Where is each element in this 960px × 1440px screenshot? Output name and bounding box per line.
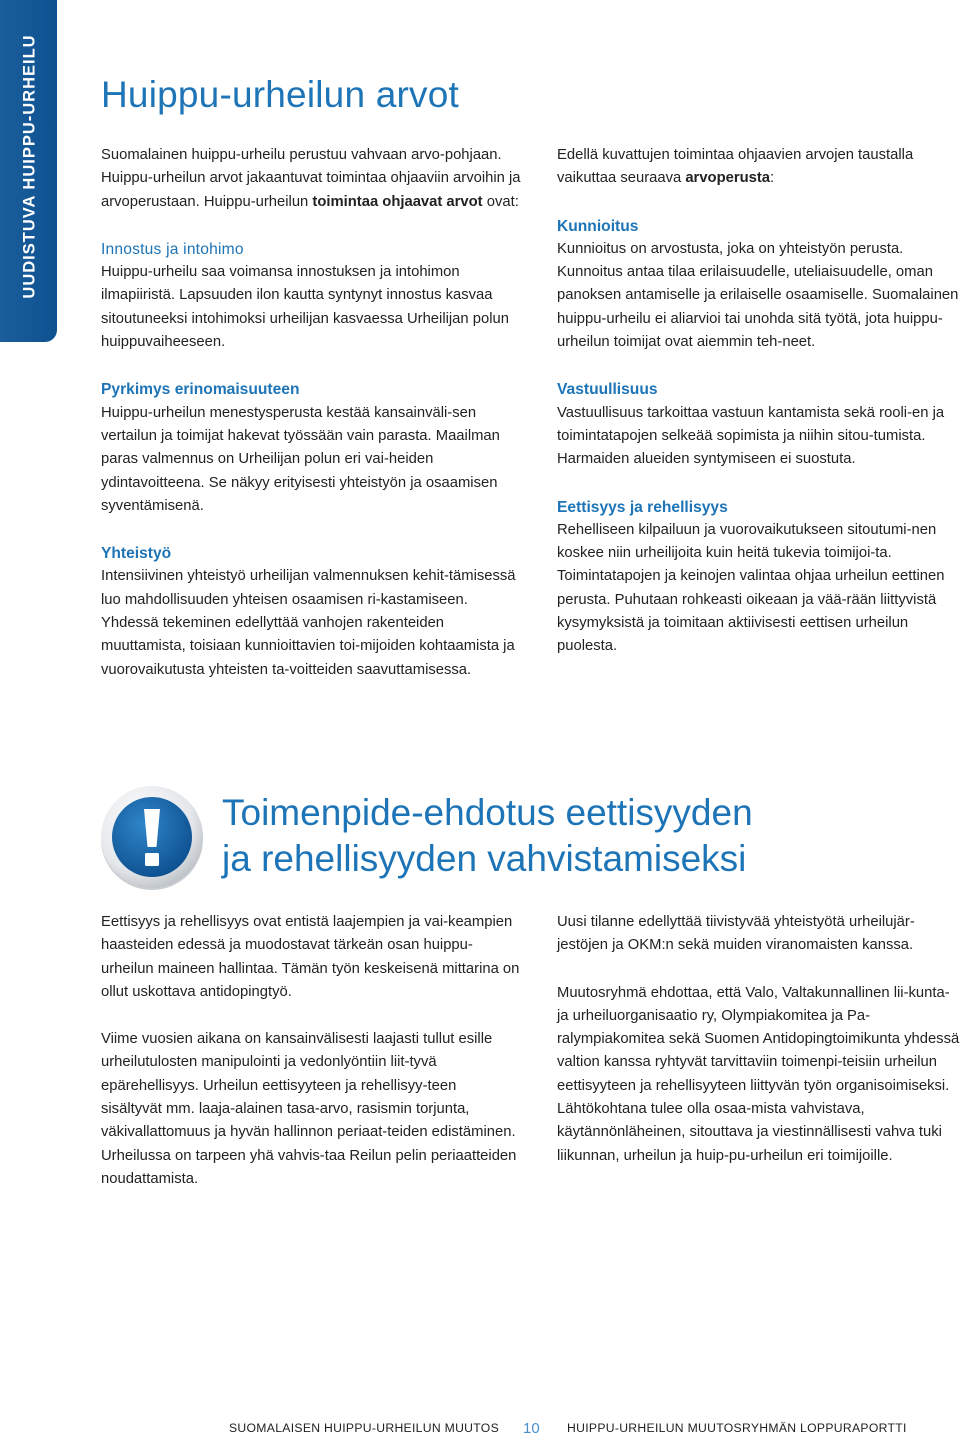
footer-left: SUOMALAISEN HUIPPU-URHEILUN MUUTOS	[229, 1421, 500, 1435]
page-title: Huippu-urheilun arvot	[101, 74, 459, 115]
footer-right: HUIPPU-URHEILUN MUUTOSRYHMÄN LOPPURAPORTTI	[567, 1421, 907, 1435]
proposal-column-right	[557, 911, 960, 1168]
section-heading: Vastuullisuus	[557, 381, 658, 399]
exclamation-icon	[98, 783, 206, 891]
section-heading: Yhteistyö	[101, 545, 172, 563]
values-intro-bold: toimintaa ohjaavat arvot	[312, 193, 483, 210]
section-text: Rehelliseen kilpailuun ja vuorovaikutukseen sitoutumi-nen koskee niin urheilijoita kuin heitä tukevia toimijoi-ta. Toimintatapojen ja keinojen valintaa ohjaa urheilun eettinen perusta. Puhutaan rohkeasti oikeaan ja vää-rään liittyvistä kysymyksistä ja toimitaan aktiivisesti eettisen urheilun puolesta.	[557, 521, 945, 655]
paragraph: Eettisyys ja rehellisyys ovat entistä laajempien ja vai-keampien haasteiden edessä ja muodostavat tärkeän osan huippu-urheilun maineen hallintaa. Tämän työn keskeisenä mittarina on ollut uskottava antidopingtyö.	[101, 914, 520, 1000]
proposal-column-left	[101, 911, 521, 1191]
paragraph: Muutosryhmä ehdottaa, että Valo, Valtakunnallinen lii-kunta- ja urheiluorganisaatio ry, Olympiakomitea ja Pa-ralympiakomitea sekä Suomen Antidopingtoimikunta yhdessä valtion kanssa ryhtyvät tarvittaviin toimenpi-teisiin urheilun eettisyyteen ja rehellisyyteen liittyvän työn organisoimiseksi. Lähtökohtana tulee olla osaa-mista vahvistava, käytännönläheinen, sitouttava ja viestinnällisesti vahva tuki liikunnan, urheilun ja huip-pu-urheilun eri toimijoille.	[557, 984, 960, 1164]
section-text: Vastuullisuus tarkoittaa vastuun kantamista sekä rooli-en ja toimintatapojen selkeää sopimista ja niihin sitou-tumista. Harmaiden alueiden syntymiseen ei suostuta.	[557, 404, 945, 468]
values-basis-intro: Edellä kuvattujen toimintaa ohjaavien arvojen taustalla vaikuttaa seuraava arvoperusta:	[557, 147, 914, 187]
section-text: Huippu-urheilun menestysperusta kestää kansainväli-sen vertailun ja toimijat hakevat työssään vain parasta. Maailman paras valmennus on Urheilijan polun eri vai-heiden ydintavoitteena. Se näkyy erityisesti yhteistyön ja osaamisen syventämisenä.	[101, 404, 500, 514]
side-tab	[0, 0, 57, 342]
values-intro: Suomalainen huippu-urheilu perustuu vahvaan arvo-pohjaan. Huippu-urheilun arvot jakaantuvat toimintaa ohjaaviin arvoihin ja arvoperustaan. Huippu-urheilun toimintaa ohjaavat arvot ovat:	[101, 147, 521, 210]
callout-title-line1: Toimenpide-ehdotus eettisyyden	[222, 792, 753, 833]
section-text: Intensiivinen yhteistyö urheilijan valmennuksen kehit-tämisessä luo mahdollisuuden yhteisen osaamisen ri-kastamiseen. Yhdessä tekeminen edellyttää vanhojen rakenteiden muuttamista, toisiaan kunnioittavien toi-mijoiden kohtaamista ja vuorovaikutusta yhteisten ta-voitteiden saavuttamisessa.	[101, 568, 516, 678]
section-heading: Innostus ja intohimo	[101, 240, 244, 258]
section-heading: Pyrkimys erinomaisuuteen	[101, 381, 300, 399]
side-tab-label: UUDISTUVA HUIPPU-URHEILU	[20, 33, 39, 299]
section-text: Huippu-urheilu saa voimansa innostuksen ja intohimon ilmapiiristä. Lapsuuden ilon kautta syntynyt innostus kasvaa sitoutuneeksi intohimoksi urheilijan kasvaessa Urheilijan polun huippuvaiheeseen.	[101, 264, 509, 351]
values-basis-bold: arvoperusta	[685, 170, 771, 187]
paragraph: Uusi tilanne edellyttää tiivistyvää yhteistyötä urheilujär-jestöjen ja OKM:n sekä muiden viranomaisten kanssa.	[557, 914, 915, 954]
paragraph: Viime vuosien aikana on kansainvälisesti laajasti tullut esille urheilutulosten manipulointi ja vedonlyöntiin liit-tyvä epärehellisyys. Urheilun eettisyyteen ja rehellisyy-teen sisältyvät mm. laaja-alainen tasa-arvo, rasismin torjunta, väkivallattomuus ja hyvän hallinnon periaat-teiden edistäminen. Urheilussa on tarpeen yhä vahvis-taa Reilun pelin periaatteiden noudattamista.	[101, 1031, 517, 1187]
page-number: 10	[523, 1420, 540, 1437]
callout-title	[222, 790, 753, 882]
section-heading: Eettisyys ja rehellisyys	[557, 498, 728, 516]
values-column-left	[101, 144, 521, 682]
section-heading: Kunnioitus	[557, 217, 639, 235]
values-column-right	[557, 144, 960, 659]
callout-title-line2: ja rehellisyyden vahvistamiseksi	[222, 838, 747, 879]
section-text: Kunnioitus on arvostusta, joka on yhteistyön perusta. Kunnoitus antaa tilaa erilaisuudelle, uteliaisuudelle, oman panoksen antamiselle ja erilaiselle osaamiselle. Suomalainen huippu-urheilu ei aliarvioi tai unohda sitä työtä, jota huippu-urheilun toimijat ovat aiemmin teh-neet.	[557, 240, 959, 351]
